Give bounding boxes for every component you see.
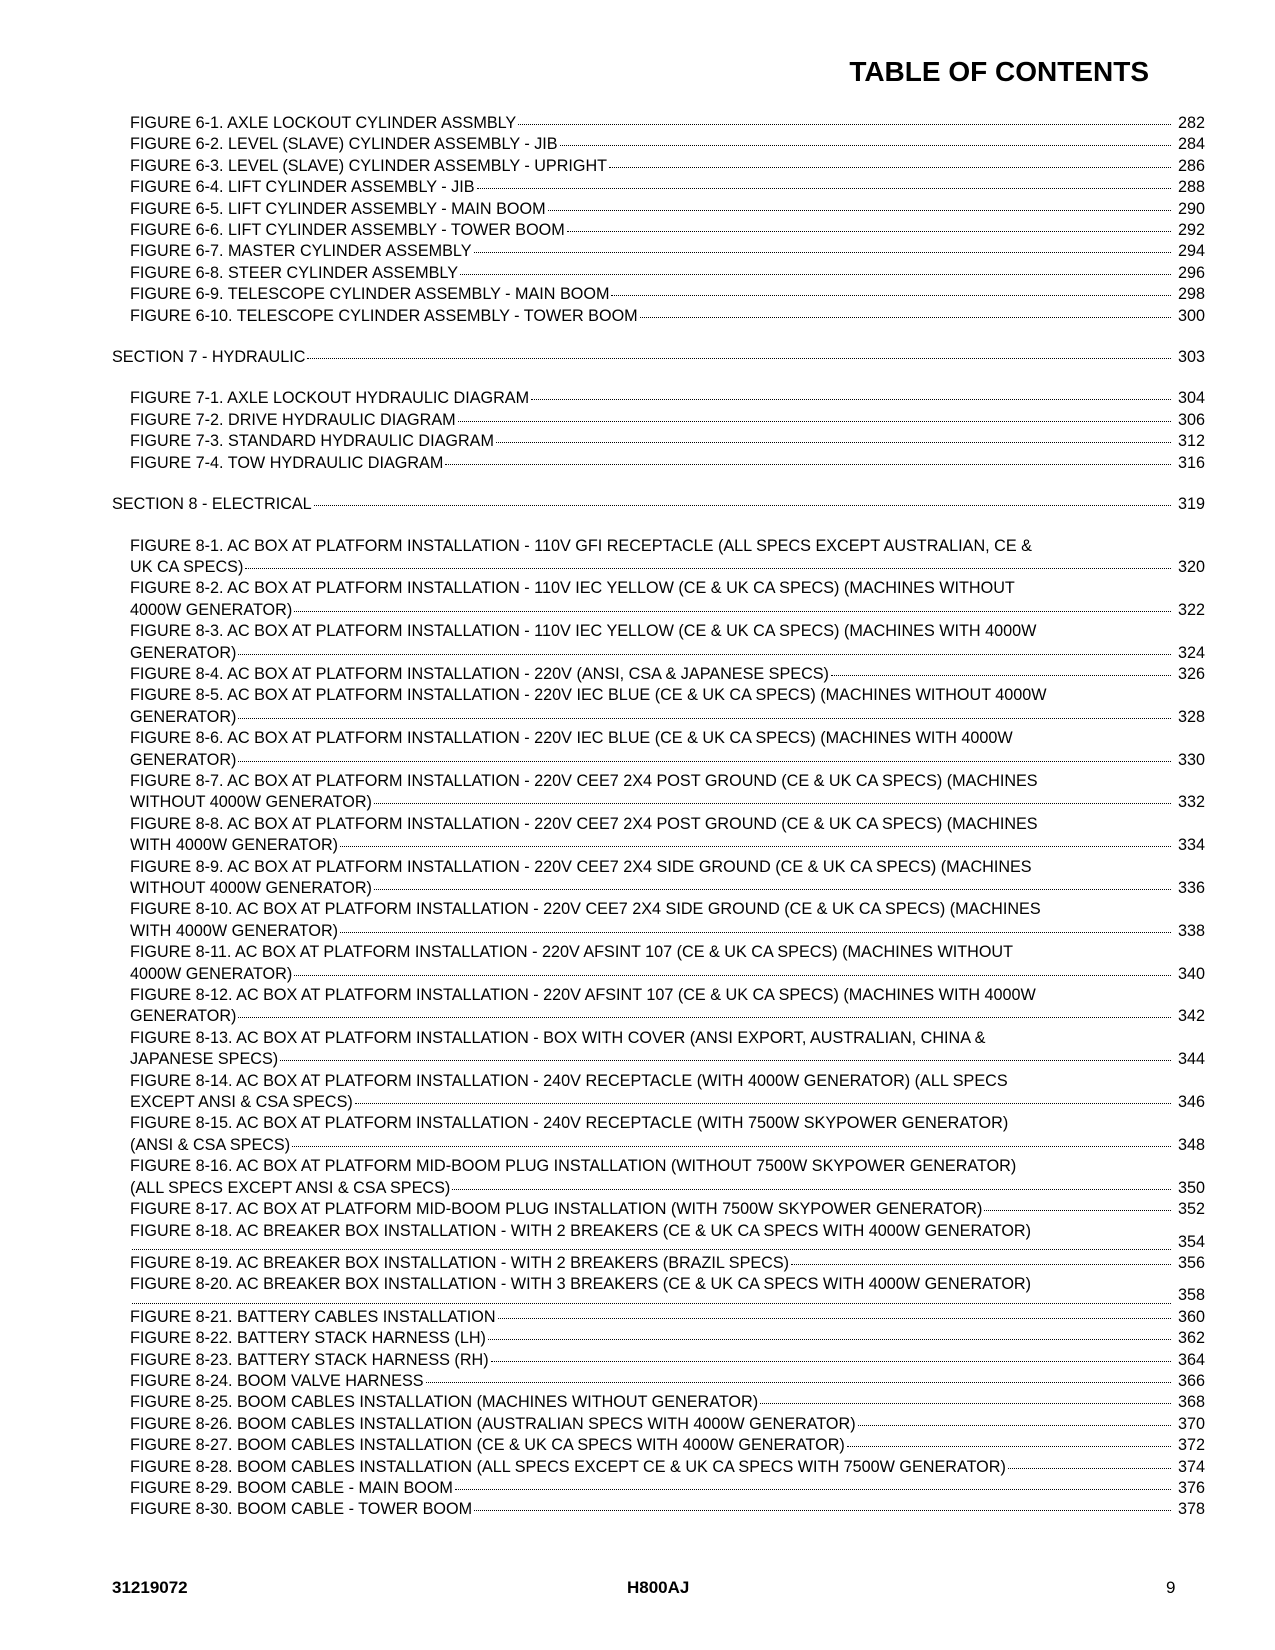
toc-page-number: 288 [1177, 178, 1205, 197]
toc-entry-text: FIGURE 8-6. AC BOX AT PLATFORM INSTALLATION - 220V IEC BLUE (CE & UK CA SPECS) (MACHINES WITH 4000W [130, 729, 1013, 748]
leader-dots [531, 389, 1171, 400]
toc-entry-text: FIGURE 7-3. STANDARD HYDRAULIC DIAGRAM [130, 432, 494, 451]
toc-figure-entry[interactable] [130, 1328, 1205, 1349]
leader-dots [460, 264, 1171, 275]
toc-entry-text: FIGURE 8-13. AC BOX AT PLATFORM INSTALLATION - BOX WITH COVER (ANSI EXPORT, AUSTRALIAN, CHINA & [130, 1028, 986, 1047]
toc-entry-text: FIGURE 8-1. AC BOX AT PLATFORM INSTALLATION - 110V GFI RECEPTACLE (ALL SPECS EXCEPT AUSTRALIAN, CE & [130, 536, 1032, 555]
leader-dots [132, 1239, 1171, 1250]
leader-dots [280, 1050, 1171, 1061]
toc-entry-text: FIGURE 7-1. AXLE LOCKOUT HYDRAULIC DIAGRAM [130, 389, 530, 408]
leader-dots [858, 1415, 1171, 1426]
toc-figure-entry[interactable] [130, 621, 1205, 664]
leader-dots [791, 1254, 1171, 1265]
toc-page-number: 350 [1177, 1178, 1205, 1197]
toc-entry-text: FIGURE 6-7. MASTER CYLINDER ASSEMBLY [130, 242, 472, 261]
toc-entry-text: FIGURE 8-23. BATTERY STACK HARNESS (RH) [130, 1350, 489, 1369]
toc-page-number: 326 [1177, 664, 1205, 683]
leader-dots [548, 200, 1171, 211]
toc-figure-entry[interactable] [130, 1221, 1205, 1253]
toc-figure-entry[interactable] [130, 985, 1205, 1028]
toc-figure-entry[interactable] [130, 453, 1205, 474]
leader-dots [488, 1329, 1171, 1340]
leader-dots [340, 922, 1171, 933]
toc-page-number: 304 [1177, 389, 1205, 408]
toc-figure-entry[interactable] [130, 1253, 1205, 1274]
toc-page-number: 292 [1177, 221, 1205, 240]
toc-page-number: 352 [1177, 1200, 1205, 1219]
toc-figure-entry[interactable] [130, 1307, 1205, 1328]
toc-entry-text: FIGURE 8-9. AC BOX AT PLATFORM INSTALLATION - 220V CEE7 2X4 SIDE GROUND (CE & UK CA SPECS) (MACHINES [130, 857, 1032, 876]
toc-entry-text: 4000W GENERATOR) [130, 600, 293, 619]
toc-entry-text: EXCEPT ANSI & CSA SPECS) [130, 1093, 353, 1112]
toc-figure-entry[interactable] [130, 156, 1205, 177]
toc-entry-text: FIGURE 8-3. AC BOX AT PLATFORM INSTALLATION - 110V IEC YELLOW (CE & UK CA SPECS) (MACHINES WITH 4000W [130, 622, 1037, 641]
toc-gap [112, 474, 1205, 494]
toc-figure-entry[interactable] [130, 410, 1205, 431]
toc-figure-entry[interactable] [130, 177, 1205, 198]
footer-page-number: 9 [1166, 1578, 1176, 1597]
toc-page-number: 364 [1177, 1350, 1205, 1369]
toc-figure-entry[interactable] [130, 306, 1205, 327]
leader-dots [474, 242, 1171, 253]
toc-figure-entry[interactable] [130, 1199, 1205, 1220]
toc-gap [112, 368, 1205, 388]
toc-entry-text: GENERATOR) [130, 1007, 237, 1026]
toc-page-number: 334 [1177, 836, 1205, 855]
toc-section-entry[interactable] [112, 494, 1205, 515]
leader-dots [452, 1179, 1171, 1190]
leader-dots [455, 1479, 1171, 1490]
toc-figure-entry[interactable] [130, 1435, 1205, 1456]
leader-dots [238, 708, 1171, 719]
toc-figure-entry[interactable] [130, 1457, 1205, 1478]
leader-dots [474, 1500, 1171, 1511]
toc-entry-text: FIGURE 6-2. LEVEL (SLAVE) CYLINDER ASSEMBLY - JIB [130, 135, 558, 154]
footer-model: H800AJ [627, 1578, 690, 1597]
leader-dots [294, 601, 1171, 612]
toc-page-number: 344 [1177, 1050, 1205, 1069]
toc-page-number: 356 [1177, 1253, 1205, 1272]
toc-page-number: 358 [1177, 1286, 1205, 1305]
toc-entry-text: FIGURE 8-30. BOOM CABLE - TOWER BOOM [130, 1500, 473, 1519]
toc-entry-text: (ANSI & CSA SPECS) [130, 1135, 291, 1154]
toc-figure-entry[interactable] [130, 664, 1205, 685]
toc-entry-text: FIGURE 8-28. BOOM CABLES INSTALLATION (ALL SPECS EXCEPT CE & UK CA SPECS WITH 7500W GENERATOR) [130, 1457, 1006, 1476]
toc-entry-text: FIGURE 8-7. AC BOX AT PLATFORM INSTALLATION - 220V CEE7 2X4 POST GROUND (CE & UK CA SPECS) (MACHINES [130, 771, 1038, 790]
toc-entry-text: JAPANESE SPECS) [130, 1050, 279, 1069]
toc-page-number: 332 [1177, 793, 1205, 812]
toc-page-number: 336 [1177, 879, 1205, 897]
leader-dots [611, 285, 1171, 296]
toc-entry-text: FIGURE 8-15. AC BOX AT PLATFORM INSTALLATION - 240V RECEPTACLE (WITH 7500W SKYPOWER GENERATOR) [130, 1114, 1009, 1133]
toc-entry-text: FIGURE 8-27. BOOM CABLES INSTALLATION (CE & UK CA SPECS WITH 4000W GENERATOR) [130, 1436, 845, 1455]
toc-page-number: 319 [1177, 495, 1205, 514]
toc-entry-text: GENERATOR) [130, 707, 237, 726]
toc-page-number: 282 [1177, 114, 1205, 132]
toc-entry-text: FIGURE 6-6. LIFT CYLINDER ASSEMBLY - TOWER BOOM [130, 221, 565, 240]
leader-dots [340, 836, 1171, 847]
toc-figure-entry[interactable] [130, 199, 1205, 220]
toc-entry-text: FIGURE 8-29. BOOM CABLE - MAIN BOOM [130, 1478, 453, 1497]
toc-entry-text: FIGURE 6-5. LIFT CYLINDER ASSEMBLY - MAIN BOOM [130, 199, 546, 218]
toc-figure-entry[interactable] [130, 1414, 1205, 1435]
toc-figure-entry[interactable] [130, 241, 1205, 262]
toc-figure-entry[interactable] [130, 1499, 1205, 1520]
toc-entry-text: FIGURE 8-12. AC BOX AT PLATFORM INSTALLATION - 220V AFSINT 107 (CE & UK CA SPECS) (MACHINES WITH 4000W [130, 986, 1036, 1005]
toc-figure-entry[interactable] [130, 1478, 1205, 1499]
toc-entry-text: FIGURE 8-17. AC BOX AT PLATFORM MID-BOOM PLUG INSTALLATION (WITH 7500W SKYPOWER GENERATOR) [130, 1200, 983, 1219]
toc-page-number: 303 [1177, 348, 1205, 367]
toc-figure-entry[interactable] [130, 284, 1205, 305]
leader-dots [307, 348, 1171, 359]
toc-entry-text: FIGURE 6-4. LIFT CYLINDER ASSEMBLY - JIB [130, 178, 475, 197]
toc-entry-text: FIGURE 7-2. DRIVE HYDRAULIC DIAGRAM [130, 410, 456, 429]
toc-page-number: 348 [1177, 1135, 1205, 1154]
toc-entry-text: 4000W GENERATOR) [130, 964, 293, 983]
leader-dots [374, 793, 1171, 804]
leader-dots [238, 1007, 1171, 1018]
toc-figure-entry[interactable] [130, 899, 1205, 942]
toc-gap [112, 516, 1205, 536]
leader-dots [609, 157, 1171, 168]
toc-figure-entry[interactable] [130, 431, 1205, 452]
toc-entry-text: FIGURE 8-20. AC BREAKER BOX INSTALLATION - WITH 3 BREAKERS (CE & UK CA SPECS WITH 4000W GENERATOR) [130, 1275, 1031, 1294]
toc-page-number: 368 [1177, 1393, 1205, 1412]
toc-figure-entry[interactable] [130, 728, 1205, 771]
toc-page-number: 354 [1177, 1232, 1205, 1251]
toc-entry-text: FIGURE 8-19. AC BREAKER BOX INSTALLATION - WITH 2 BREAKERS (BRAZIL SPECS) [130, 1253, 790, 1272]
toc-entry-text: FIGURE 8-8. AC BOX AT PLATFORM INSTALLATION - 220V CEE7 2X4 POST GROUND (CE & UK CA SPECS) (MACHINES [130, 814, 1038, 833]
toc-page-number: 338 [1177, 921, 1205, 940]
leader-dots [1008, 1458, 1171, 1469]
toc-page-number: 320 [1177, 557, 1205, 576]
toc-page-number: 284 [1177, 135, 1205, 154]
toc-entry-text: FIGURE 8-2. AC BOX AT PLATFORM INSTALLATION - 110V IEC YELLOW (CE & UK CA SPECS) (MACHINES WITHOUT [130, 579, 1015, 598]
toc-page-number: 330 [1177, 750, 1205, 769]
toc-page-number: 286 [1177, 156, 1205, 175]
toc-page-number: 342 [1177, 1007, 1205, 1026]
toc-figure-entry[interactable] [130, 113, 1205, 134]
leader-dots [374, 879, 1171, 890]
toc-entry-text: FIGURE 8-25. BOOM CABLES INSTALLATION (MACHINES WITHOUT GENERATOR) [130, 1393, 759, 1412]
toc-figure-entry[interactable] [130, 1071, 1205, 1114]
toc-page-number: 360 [1177, 1307, 1205, 1326]
leader-dots [238, 644, 1171, 655]
page-title: TABLE OF CONTENTS [849, 56, 1149, 87]
leader-dots [560, 135, 1171, 146]
toc-entry-text: FIGURE 8-18. AC BREAKER BOX INSTALLATION - WITH 2 BREAKERS (CE & UK CA SPECS WITH 4000W GENERATOR) [130, 1221, 1031, 1240]
toc-figure-entry[interactable] [130, 1113, 1205, 1156]
toc-page-number: 376 [1177, 1478, 1205, 1497]
toc-entry-text: FIGURE 6-3. LEVEL (SLAVE) CYLINDER ASSEMBLY - UPRIGHT [130, 156, 608, 175]
leader-dots [984, 1200, 1171, 1211]
leader-dots [294, 965, 1171, 976]
leader-dots [847, 1436, 1171, 1447]
toc-entry-text: FIGURE 8-21. BATTERY CABLES INSTALLATION [130, 1307, 496, 1326]
toc-entry-text: GENERATOR) [130, 750, 237, 769]
toc-entry-text: FIGURE 8-24. BOOM VALVE HARNESS [130, 1371, 424, 1390]
toc-entry-text: FIGURE 7-4. TOW HYDRAULIC DIAGRAM [130, 453, 444, 472]
toc-page-number: 378 [1177, 1500, 1205, 1519]
toc-page-number: 362 [1177, 1329, 1205, 1348]
toc-page-number: 312 [1177, 432, 1205, 451]
toc-entry-text: GENERATOR) [130, 643, 237, 662]
toc-page-number: 316 [1177, 453, 1205, 472]
toc-page-number: 306 [1177, 410, 1205, 429]
toc-entry-text: SECTION 7 - HYDRAULIC [112, 348, 306, 367]
toc-page-number: 328 [1177, 707, 1205, 726]
toc-page-number: 322 [1177, 600, 1205, 619]
toc-entry-text: FIGURE 8-14. AC BOX AT PLATFORM INSTALLATION - 240V RECEPTACLE (WITH 4000W GENERATOR) (ALL SPECS [130, 1071, 1008, 1090]
toc-page-number: 298 [1177, 285, 1205, 304]
leader-dots [292, 1136, 1171, 1147]
toc-figure-entry[interactable] [130, 1371, 1205, 1392]
leader-dots [518, 114, 1171, 125]
toc-entry-text: WITHOUT 4000W GENERATOR) [130, 793, 372, 812]
leader-dots [477, 178, 1171, 189]
toc-list [112, 113, 1205, 1521]
leader-dots [831, 665, 1171, 676]
toc-figure-entry[interactable] [130, 1350, 1205, 1371]
leader-dots [238, 751, 1171, 762]
toc-entry-text: SECTION 8 - ELECTRICAL [112, 495, 312, 514]
toc-page-number: 370 [1177, 1414, 1205, 1433]
toc-entry-text: FIGURE 6-9. TELESCOPE CYLINDER ASSEMBLY - MAIN BOOM [130, 285, 610, 304]
toc-figure-entry[interactable] [130, 1156, 1205, 1199]
toc-figure-entry[interactable] [130, 1392, 1205, 1413]
toc-figure-entry[interactable] [130, 578, 1205, 621]
leader-dots [496, 432, 1171, 443]
toc-entry-text: WITH 4000W GENERATOR) [130, 921, 339, 940]
leader-dots [640, 307, 1171, 318]
leader-dots [314, 495, 1171, 506]
leader-dots [245, 558, 1171, 569]
toc-section-entry[interactable] [112, 347, 1205, 368]
toc-gap [112, 327, 1205, 347]
toc-entry-text: FIGURE 8-22. BATTERY STACK HARNESS (LH) [130, 1329, 486, 1348]
toc-figure-entry[interactable] [130, 942, 1205, 985]
toc-page-number: 340 [1177, 964, 1205, 983]
leader-dots [426, 1372, 1171, 1383]
toc-figure-entry[interactable] [130, 1274, 1205, 1306]
leader-dots [498, 1308, 1171, 1319]
toc-page-number: 324 [1177, 643, 1205, 662]
toc-figure-entry[interactable] [130, 857, 1205, 900]
toc-entry-text: WITHOUT 4000W GENERATOR) [130, 879, 372, 897]
toc-figure-entry[interactable] [130, 1028, 1205, 1071]
toc-entry-text: UK CA SPECS) [130, 557, 244, 576]
toc-figure-entry[interactable] [130, 685, 1205, 728]
leader-dots [458, 411, 1171, 422]
toc-page-number: 346 [1177, 1093, 1205, 1112]
toc-entry-text: FIGURE 8-11. AC BOX AT PLATFORM INSTALLATION - 220V AFSINT 107 (CE & UK CA SPECS) (MACHINES WITHOUT [130, 943, 1014, 962]
toc-entry-text: (ALL SPECS EXCEPT ANSI & CSA SPECS) [130, 1178, 451, 1197]
toc-entry-text: FIGURE 8-16. AC BOX AT PLATFORM MID-BOOM PLUG INSTALLATION (WITHOUT 7500W SKYPOWER GENERATOR) [130, 1157, 1017, 1176]
leader-dots [567, 221, 1171, 232]
toc-page-number: 374 [1177, 1457, 1205, 1476]
leader-dots [491, 1351, 1171, 1362]
toc-entry-text: FIGURE 8-5. AC BOX AT PLATFORM INSTALLATION - 220V IEC BLUE (CE & UK CA SPECS) (MACHINES WITHOUT 4000W [130, 686, 1047, 705]
toc-entry-text: FIGURE 6-10. TELESCOPE CYLINDER ASSEMBLY - TOWER BOOM [130, 306, 638, 325]
toc-figure-entry[interactable] [130, 536, 1205, 579]
toc-entry-text: WITH 4000W GENERATOR) [130, 836, 339, 855]
toc-page-number: 300 [1177, 306, 1205, 325]
leader-dots [760, 1393, 1171, 1404]
toc-entry-text: FIGURE 8-10. AC BOX AT PLATFORM INSTALLATION - 220V CEE7 2X4 SIDE GROUND (CE & UK CA SPECS) (MACHINES [130, 900, 1041, 919]
leader-dots [355, 1093, 1171, 1104]
toc-page-number: 290 [1177, 199, 1205, 218]
toc-page-number: 294 [1177, 242, 1205, 261]
footer-doc-number: 31219072 [112, 1578, 188, 1597]
toc-figure-entry[interactable] [130, 388, 1205, 409]
toc-figure-entry[interactable] [130, 771, 1205, 814]
toc-entry-text: FIGURE 6-1. AXLE LOCKOUT CYLINDER ASSMBLY [130, 114, 517, 132]
leader-dots [132, 1293, 1171, 1304]
toc-figure-entry[interactable] [130, 263, 1205, 284]
toc-page-number: 366 [1177, 1371, 1205, 1390]
toc-page-number: 296 [1177, 263, 1205, 282]
toc-figure-entry[interactable] [130, 814, 1205, 857]
toc-entry-text: FIGURE 6-8. STEER CYLINDER ASSEMBLY [130, 263, 459, 282]
toc-page-number: 372 [1177, 1436, 1205, 1455]
toc-entry-text: FIGURE 8-26. BOOM CABLES INSTALLATION (AUSTRALIAN SPECS WITH 4000W GENERATOR) [130, 1414, 856, 1433]
leader-dots [445, 454, 1171, 465]
toc-entry-text: FIGURE 8-4. AC BOX AT PLATFORM INSTALLATION - 220V (ANSI, CSA & JAPANESE SPECS) [130, 664, 829, 683]
toc-figure-entry[interactable] [130, 134, 1205, 155]
toc-figure-entry[interactable] [130, 220, 1205, 241]
